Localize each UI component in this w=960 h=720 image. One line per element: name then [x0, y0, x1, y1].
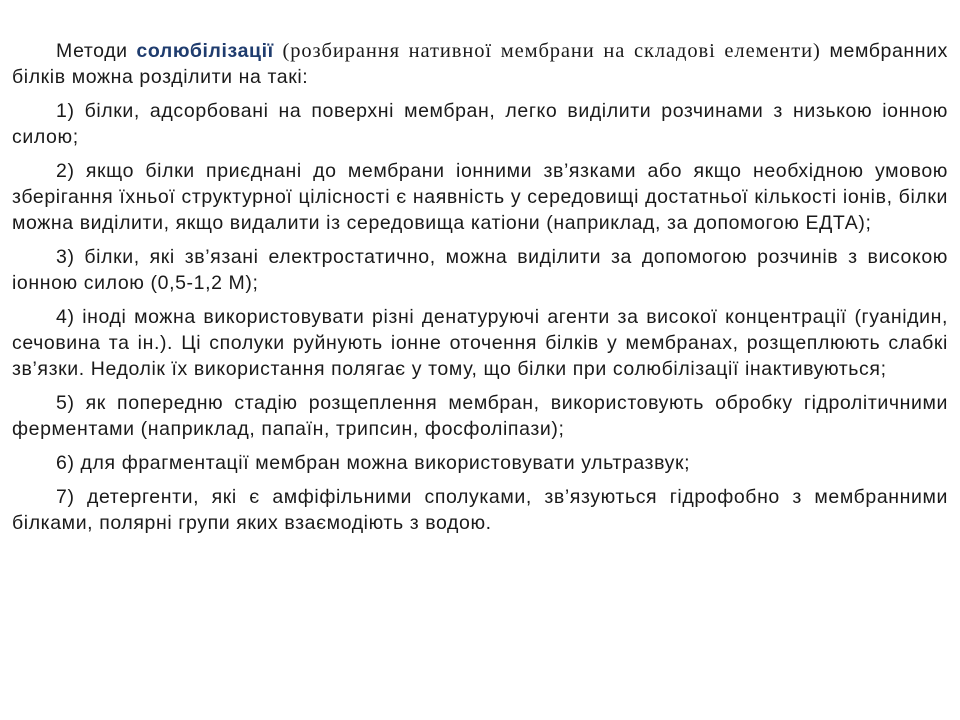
intro-parenthetical: (розбирання нативної мембрани на складові елементи) [273, 40, 821, 62]
list-item: 2) якщо білки приєднані до мембрани іонними зв’язками або якщо необхідною умовою зберігання їхньої структурної цілісності є наявність у середовищі достатньої кількості іонів, білки можна виділити, якщо видалити із середовища катіони (наприклад, за допомогою ЕДТА); [12, 160, 948, 234]
intro-paragraph [12, 38, 948, 90]
slide-content [12, 38, 948, 544]
intro-prefix: Методи [56, 40, 137, 62]
list-item: 6) для фрагментації мембран можна використовувати ультразвук; [56, 452, 691, 474]
list-item: 7) детергенти, які є амфіфільними сполуками, зв’язуються гідрофобно з мембранними білками, полярні групи яких взаємодіють з водою. [12, 486, 948, 534]
list-item: 1) білки, адсорбовані на поверхні мембран, легко виділити розчинами з низькою іонною силою; [12, 100, 948, 148]
list-item: 3) білки, які зв’язані електростатично, можна виділити за допомогою розчинів з високою іонною силою (0,5-1,2 М); [12, 246, 948, 294]
intro-suffix: мембранних білків можна розділити на такі: [12, 40, 948, 88]
list-item: 5) як попередню стадію розщеплення мембран, використовують обробку гідролітичними ферментами (наприклад, папаїн, трипсин, фосфоліпази); [12, 392, 948, 440]
list-item: 4) іноді можна використовувати різні денатуруючі агенти за високої концентрації (гуанідин, сечовина та ін.). Ці сполуки руйнують іонне оточення білків у мембранах, розщеплюють слабкі зв’язки. Недолік їх використання полягає у тому, що білки при солюбілізації інактивуються; [12, 306, 948, 380]
highlighted-term: солюбілізації [136, 40, 274, 62]
